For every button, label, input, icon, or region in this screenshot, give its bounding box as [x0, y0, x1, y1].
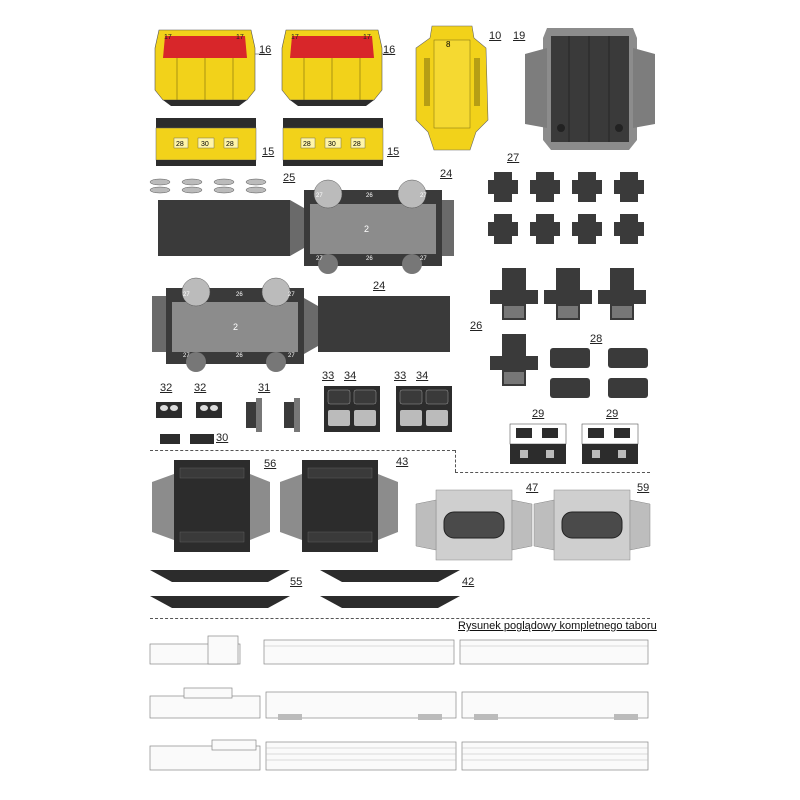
panel-number-28: 28	[176, 141, 184, 148]
bogie-small-number: 27	[183, 353, 190, 359]
part-label: 55	[290, 576, 303, 588]
part-10-yellow-hood-top	[412, 24, 492, 154]
cab-number-17: 17	[236, 34, 244, 41]
overview-train-1	[148, 634, 652, 670]
part-59-window-frame	[534, 490, 650, 560]
overview-train-2	[148, 686, 652, 722]
part-label: 10	[489, 30, 502, 42]
cut-line	[150, 618, 650, 619]
bogie-small-number: 27	[288, 292, 295, 298]
part-label: 24	[440, 168, 453, 180]
part-label: 29	[532, 408, 545, 420]
bogie-small-number: 27	[420, 193, 427, 199]
cab-number-17: 17	[363, 34, 371, 41]
part-43-box	[280, 460, 398, 552]
part-19-dark-roof	[525, 28, 655, 153]
bogie-small-number: 27	[183, 292, 190, 298]
part-label: 16	[259, 44, 272, 56]
part-label: 59	[637, 482, 650, 494]
part-label: 27	[507, 152, 520, 164]
part-55-strips	[150, 570, 290, 610]
cut-line	[455, 472, 650, 473]
part-27-grid	[480, 168, 650, 248]
part-label: 24	[373, 280, 386, 292]
part-30-small	[160, 434, 220, 446]
panel-number-30: 30	[328, 141, 336, 148]
part-label: 33	[394, 370, 407, 382]
cab-number-17: 17	[291, 34, 299, 41]
part-label: 25	[283, 172, 296, 184]
part-32-lights	[156, 398, 226, 422]
part-inner-number: 8	[446, 40, 451, 49]
part-label: 42	[462, 576, 475, 588]
part-label: 43	[396, 456, 409, 468]
overview-train-3	[148, 738, 652, 774]
bogie-small-number: 26	[236, 353, 243, 359]
part-inner-number: 2	[364, 224, 370, 234]
bogie-small-number: 27	[316, 256, 323, 262]
part-label: 26	[470, 320, 483, 332]
panel-number-28: 28	[303, 141, 311, 148]
bogie-small-number: 27	[288, 353, 295, 359]
part-24-bogie-upper	[158, 180, 458, 272]
part-label: 19	[513, 30, 526, 42]
part-label: 28	[590, 333, 603, 345]
part-42-strips	[320, 570, 460, 610]
cut-line	[150, 450, 455, 451]
bogie-small-number: 26	[236, 292, 243, 298]
part-label: 47	[526, 482, 539, 494]
cut-line	[455, 450, 456, 472]
part-28-blocks	[550, 346, 650, 402]
bogie-small-number: 26	[366, 193, 373, 199]
part-inner-number: 2	[233, 322, 239, 332]
part-33-34-cab-front-b	[396, 386, 452, 432]
part-label: 15	[387, 146, 400, 158]
panel-number-28: 28	[226, 141, 234, 148]
part-label: 32	[194, 382, 207, 394]
part-label: 15	[262, 146, 275, 158]
bogie-small-number: 27	[420, 256, 427, 262]
part-label: 16	[383, 44, 396, 56]
part-label: 29	[606, 408, 619, 420]
part-label: 56	[264, 458, 277, 470]
part-label: 31	[258, 382, 271, 394]
part-33-34-cab-front-a	[324, 386, 380, 432]
part-29-end-b	[582, 424, 638, 464]
part-47-window-frame	[416, 490, 532, 560]
part-24-bogie-lower	[152, 278, 452, 370]
part-label: 33	[322, 370, 335, 382]
part-label: 32	[160, 382, 173, 394]
part-56-box	[152, 460, 270, 552]
bogie-small-number: 26	[366, 256, 373, 262]
panel-number-30: 30	[201, 141, 209, 148]
cab-number-17: 17	[164, 34, 172, 41]
part-label: 34	[344, 370, 357, 382]
panel-number-28: 28	[353, 141, 361, 148]
overview-caption: Rysunek poglądowy kompletnego taboru	[458, 620, 657, 632]
part-label: 30	[216, 432, 229, 444]
part-31-brackets	[246, 396, 306, 436]
part-29-end-a	[510, 424, 566, 464]
bogie-small-number: 27	[316, 193, 323, 199]
part-label: 34	[416, 370, 429, 382]
